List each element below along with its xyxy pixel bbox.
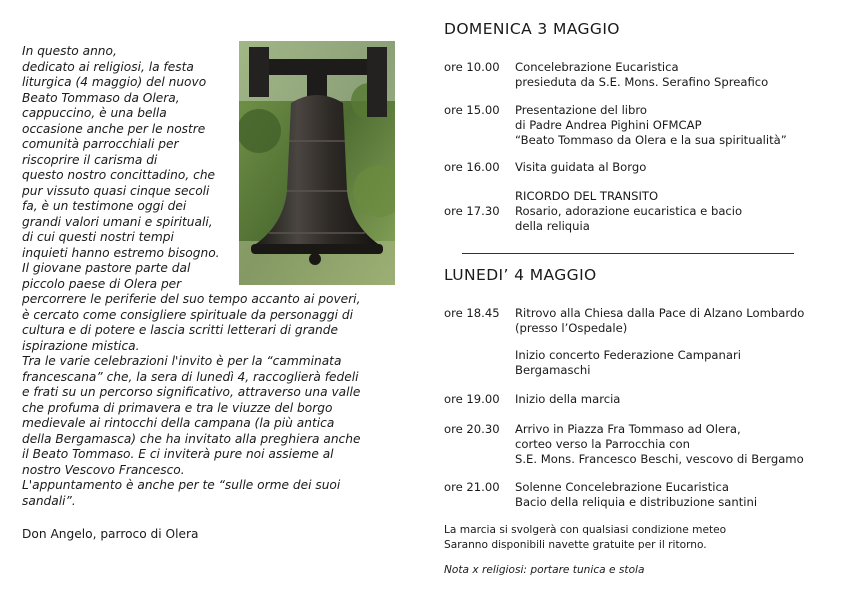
event-line: presieduta da S.E. Mons. Serafino Spreafico [515, 75, 769, 89]
intro-line: comunità parrocchiali per [22, 137, 179, 151]
intro-line: In questo anno, [22, 44, 117, 58]
intro-line: percorrere le periferie del suo tempo accanto ai poveri, [22, 292, 361, 306]
intro-line: grandi valori umani e spirituali, [22, 214, 213, 229]
event-line: corteo verso la Parrocchia con [515, 437, 690, 451]
event-line: S.E. Mons. Francesco Beschi, vescovo di Bergamo [515, 452, 804, 466]
intro-line: è cercato come consigliere spirituale da personaggi di [22, 307, 354, 322]
event-desc [515, 306, 804, 336]
event-time: ore 15.00 [444, 103, 500, 117]
event-time: ore 16.00 [444, 160, 500, 174]
event-line: di Padre Andrea Pighini OFMCAP [515, 118, 702, 132]
event-time: ore 17.30 [444, 204, 500, 218]
event-line: Ritrovo alla Chiesa dalla Pace di Alzano Lombardo [515, 306, 805, 320]
event-time: ore 10.00 [444, 60, 500, 74]
intro-line: il Beato Tommaso. E ci inviterà pure noi assieme al [22, 447, 334, 461]
event-line: Bacio della reliquia e distribuzione santini [515, 495, 758, 509]
intro-line: L'appuntamento è anche per te “sulle orme dei suoi [22, 478, 341, 492]
intro-line: sandali”. [22, 493, 76, 508]
event-desc [515, 392, 620, 407]
intro-line: ispirazione mistica. [22, 338, 140, 353]
intro-line: e frati su un percorso significativo, attraverso una valle [22, 385, 361, 399]
event-line: (presso l’Ospedale) [515, 321, 628, 335]
event-time: ore 18.45 [444, 306, 500, 320]
event-desc [515, 160, 646, 175]
event-desc [515, 189, 658, 204]
event-desc [515, 60, 768, 90]
intro-line: Tra le varie celebrazioni l'invito è per la “camminata [22, 354, 342, 368]
intro-line: pur vissuto quasi cinque secoli [22, 183, 210, 198]
intro-line: della Bergamasca) che ha invitato alla preghiera anche [22, 431, 361, 446]
religious-note: Nota x religiosi: portare tunica e stola [444, 564, 645, 576]
event-line: Inizio della marcia [515, 392, 621, 406]
intro-line: questo nostro concittadino, che [22, 168, 216, 182]
intro-line: medievale ai rintocchi della campana (la più antica [22, 416, 335, 430]
bell-icon [239, 41, 395, 285]
day-title-sunday: DOMENICA 3 MAGGIO [444, 20, 620, 38]
intro-line: fa, è un testimone oggi dei [22, 199, 187, 213]
event-line: “Beato Tommaso da Olera e la sua spiritualità” [515, 133, 787, 147]
event-time: ore 20.30 [444, 422, 500, 436]
intro-line: inquieti hanno estremo bisogno. [22, 245, 220, 260]
event-line: Arrivo in Piazza Fra Tommaso ad Olera, [515, 422, 741, 436]
event-line: Rosario, adorazione eucaristica e bacio [515, 204, 743, 218]
intro-line: Beato Tommaso da Olera, [22, 90, 180, 105]
intro-line: piccolo paese di Olera per [22, 276, 182, 291]
event-time: ore 19.00 [444, 392, 500, 406]
intro-line: di cui questi nostri tempi [22, 230, 174, 244]
event-line: della reliquia [515, 219, 590, 233]
note-line: Saranno disponibili navette gratuite per il ritorno. [444, 538, 707, 551]
intro-line: nostro Vescovo Francesco. [22, 462, 185, 477]
event-line: Solenne Concelebrazione Eucaristica [515, 480, 729, 494]
intro-line: riscoprire il carisma di [22, 152, 158, 167]
event-desc [515, 103, 787, 148]
signature: Don Angelo, parroco di Olera [22, 527, 199, 541]
event-desc [515, 422, 804, 467]
intro-line: Il giovane pastore parte dal [22, 261, 191, 275]
intro-line: dedicato ai religiosi, la festa [22, 59, 194, 74]
day-title-monday: LUNEDI’ 4 MAGGIO [444, 266, 597, 284]
intro-line: che profuma di primavera e tra le viuzze del borgo [22, 400, 333, 415]
intro-line: cultura e di potere e lascia scritti letterari di grande [22, 323, 339, 337]
event-desc [515, 480, 757, 510]
bell-photo [239, 41, 395, 285]
event-desc [515, 348, 741, 378]
event-line: Inizio concerto Federazione Campanari [515, 348, 741, 362]
intro-line: francescana” che, la sera di lunedì 4, raccoglierà fedeli [22, 369, 359, 384]
event-line: Visita guidata al Borgo [515, 160, 647, 174]
notes [444, 523, 726, 552]
event-desc [515, 204, 742, 234]
section-divider [462, 253, 794, 254]
intro-line: liturgica (4 maggio) del nuovo [22, 75, 207, 89]
event-line: RICORDO DEL TRANSITO [515, 189, 659, 203]
event-time: ore 21.00 [444, 480, 500, 494]
note-line: La marcia si svolgerà con qualsiasi condizione meteo [444, 524, 727, 536]
event-line: Presentazione del libro [515, 103, 647, 117]
event-line: Concelebrazione Eucaristica [515, 60, 679, 74]
intro-line: cappuccino, è una bella [22, 106, 167, 120]
event-line: Bergamaschi [515, 363, 591, 377]
intro-line: occasione anche per le nostre [22, 121, 206, 136]
